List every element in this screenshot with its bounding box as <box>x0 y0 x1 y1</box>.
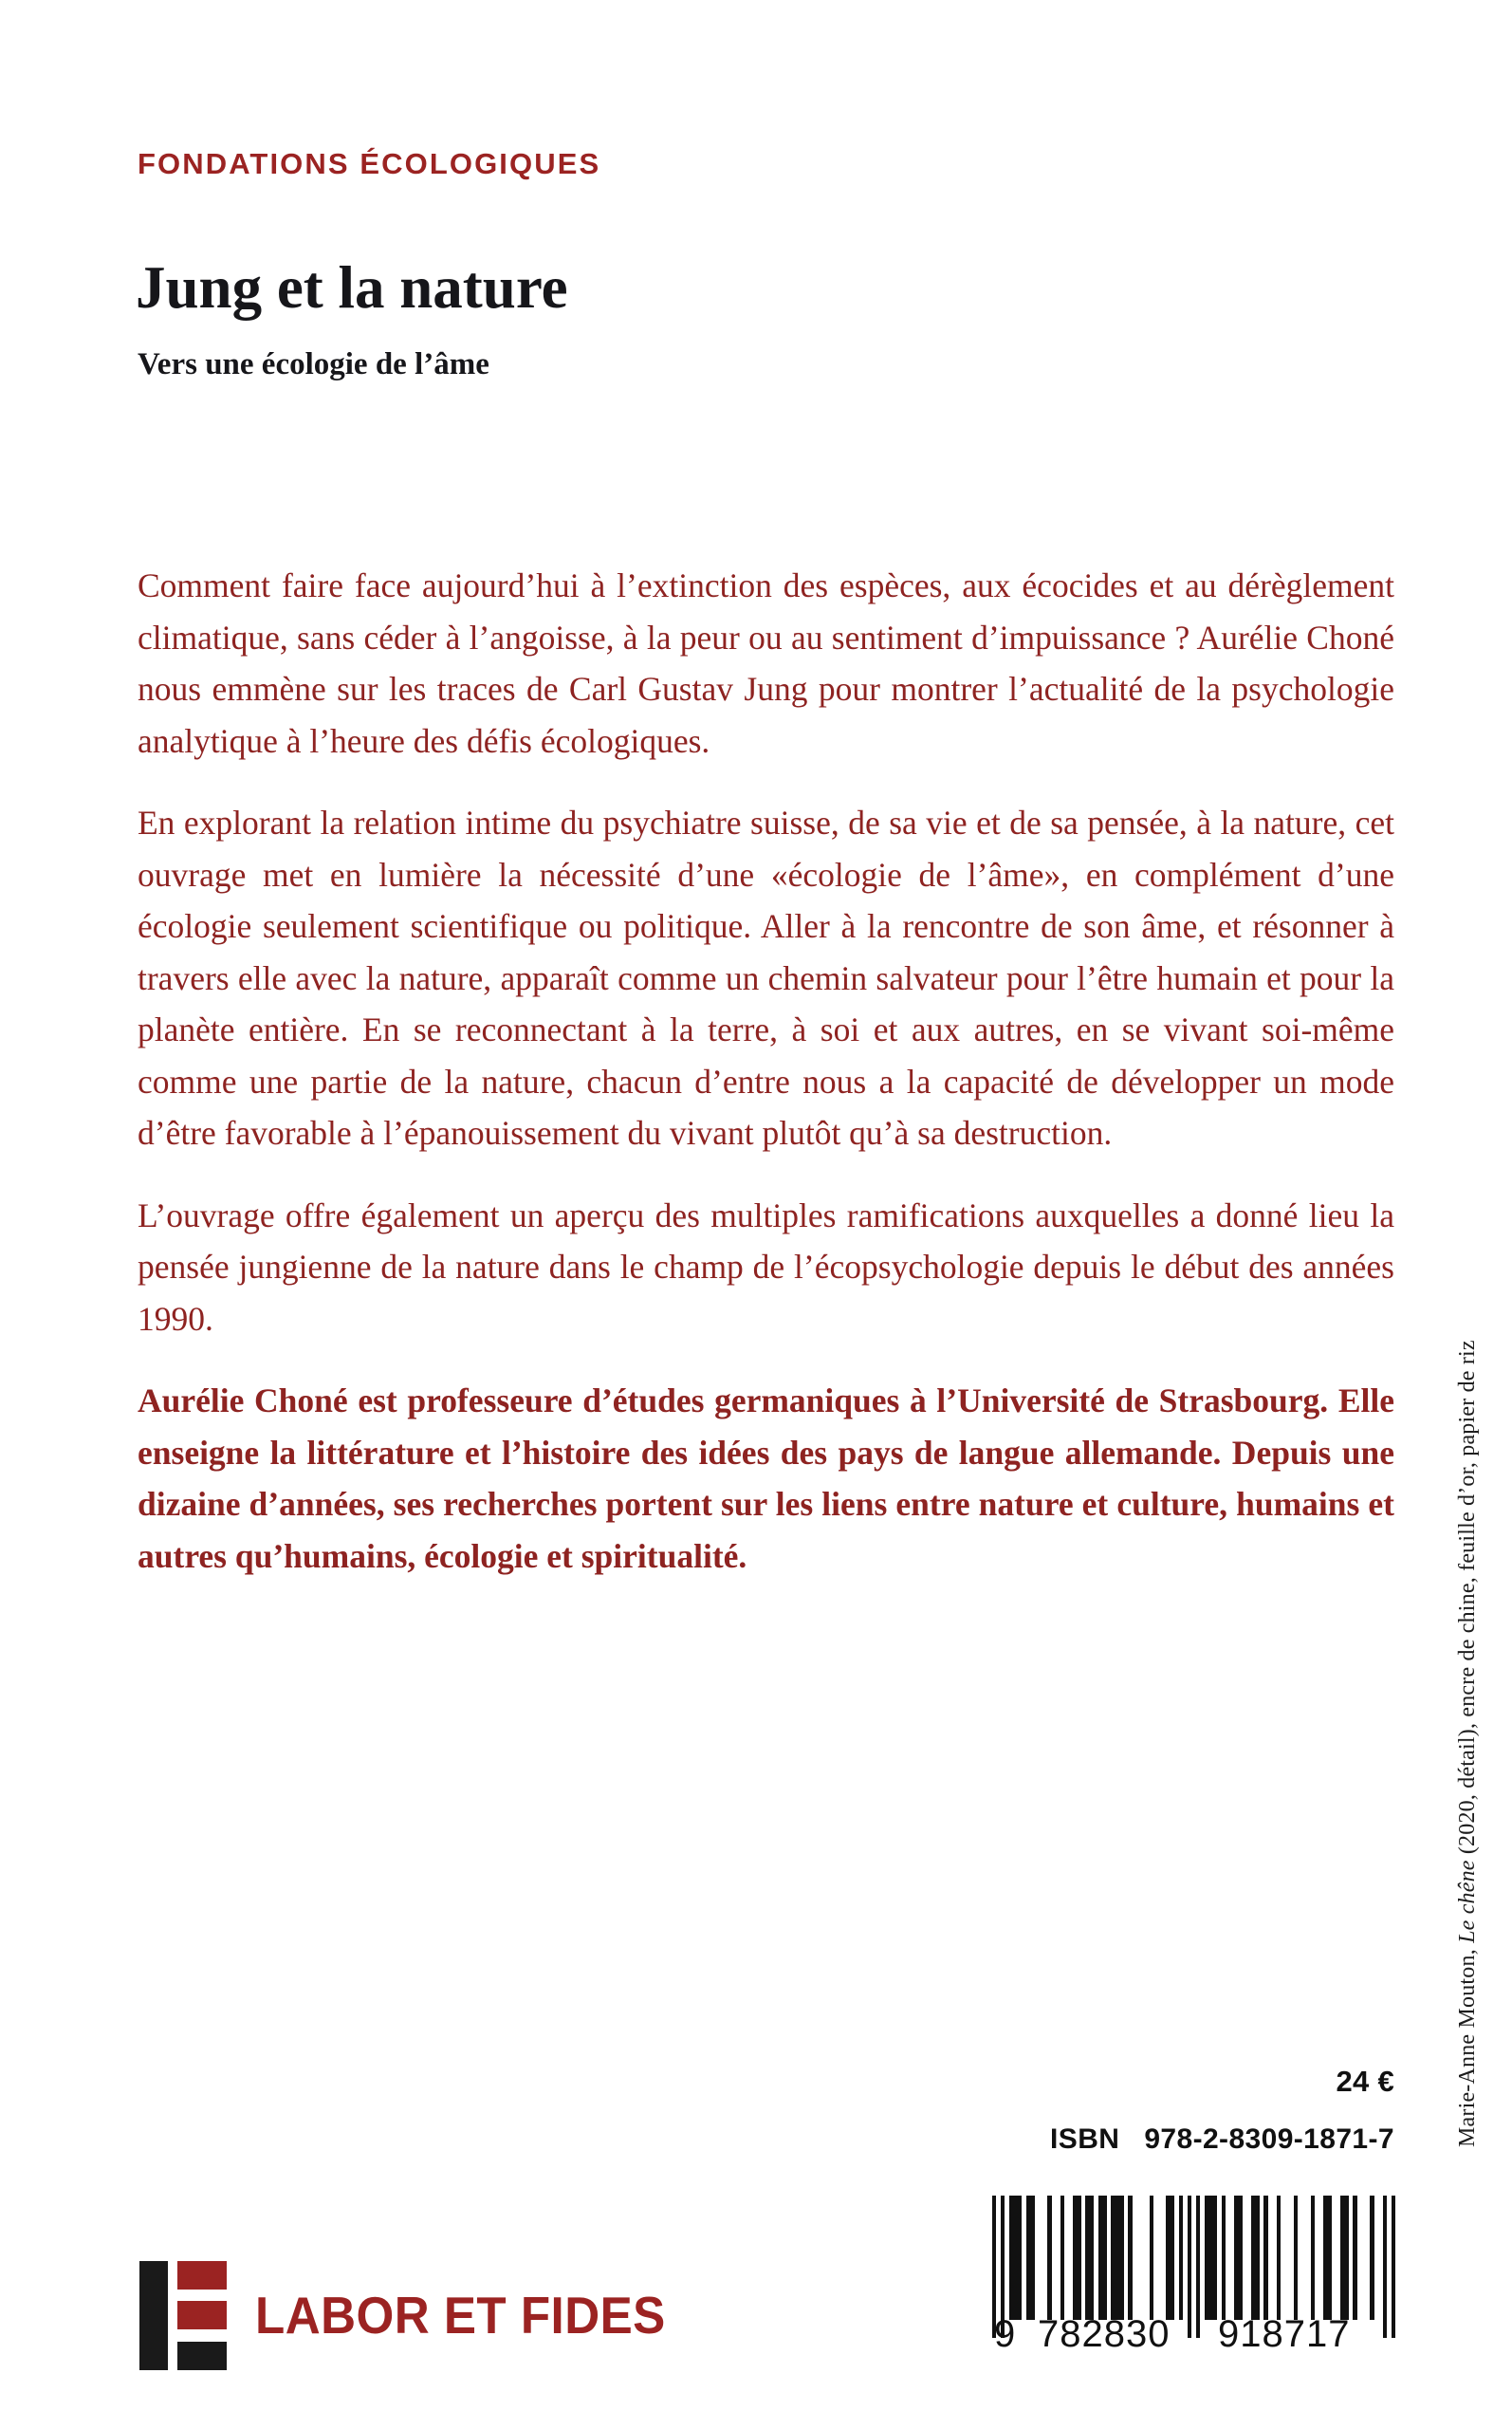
barcode-bar <box>1251 2196 1260 2320</box>
barcode-bar <box>1234 2196 1243 2320</box>
barcode-bar <box>1153 2196 1166 2320</box>
isbn-label: ISBN <box>1050 2123 1120 2155</box>
barcode-bar <box>1281 2196 1293 2320</box>
barcode-bar <box>1026 2196 1035 2320</box>
barcode-digit-group-left: 9 <box>994 2313 1017 2355</box>
barcode-bar <box>1009 2196 1022 2320</box>
logo-bar-bottom <box>177 2342 227 2370</box>
barcode-bar <box>1111 2196 1123 2320</box>
logo-vertical-bar <box>139 2261 168 2370</box>
logo-bar-middle <box>177 2301 227 2329</box>
isbn-value: 978-2-8309-1871-7 <box>1144 2123 1394 2155</box>
blurb-paragraph-3: L’ouvrage offre également un aperçu des multiples ramifications auxquelles a donné lieu la pensée jungienne de la nature dans le champ de l’écopsychologie depuis le début des années 1990. <box>138 1196 1394 1338</box>
blurb-paragraph-1: Comment faire face aujourd’hui à l’extinction des espèces, aux écocides et au dérèglement climatique, sans céder à l’angoisse, à la peur ou au sentiment d’impuissance ? Aurélie Choné nous emmène sur les traces de Carl Gustav Jung pour montrer l’actualité de la psychologie analytique à l’heure des défis écologiques. <box>138 566 1394 760</box>
cover-image-credit <box>1448 1270 1486 2147</box>
barcode-bar <box>1166 2196 1174 2320</box>
labor-et-fides-logo-icon <box>139 2261 227 2370</box>
barcode-bar <box>1205 2196 1217 2320</box>
barcode-bar <box>1374 2196 1383 2320</box>
barcode-bar <box>1052 2196 1060 2320</box>
credit-artist: Marie-Anne Mouton, <box>1455 1942 1480 2147</box>
barcode-bar <box>1298 2196 1310 2320</box>
barcode-bar <box>1243 2196 1251 2320</box>
credit-details: (2020, détail), encre de chine, feuille d’or, papier de riz <box>1455 1340 1480 1861</box>
isbn-line <box>1050 2123 1394 2156</box>
barcode-bar <box>1133 2196 1150 2320</box>
barcode-bar <box>1357 2196 1370 2320</box>
barcode-bar <box>1315 2196 1323 2320</box>
barcode-bar <box>1323 2196 1332 2320</box>
barcode-bar <box>1064 2196 1073 2320</box>
blurb-paragraph-2: En explorant la relation intime du psychiatre suisse, de sa vie et de sa pensée, à la nature, cet ouvrage met en lumière la nécessité d’une «écologie de l’âme», en complément d’une écologie seulement scientifique ou politique. Aller à la rencontre de son âme, et résonner à travers elle avec la nature, apparaît comme un chemin salvateur pour l’être humain et pour la planète entière. En se reconnectant à la terre, à soi et aux autres, en se vivant soi-même comme une partie de la nature, chacun d’entre nous a la capacité de développer un mode d’être favorable à l’épanouissement du vivant plutôt qu’à sa destruction. <box>138 804 1394 1152</box>
barcode-bar <box>1340 2196 1349 2320</box>
credit-artwork-title: Le chêne <box>1455 1860 1480 1943</box>
ean13-barcode <box>992 2196 1396 2372</box>
author-bio-paragraph: Aurélie Choné est professeure d’études germaniques à l’Université de Strasbourg. Elle enseigne la littérature et l’histoire des idées des pays de langue allemande. Depuis une dizaine d’années, ses recherches portent sur les liens entre nature et culture, humains et autres qu’humains, écologie et spiritualité. <box>138 1381 1394 1575</box>
book-subtitle: Vers une écologie de l’âme <box>138 347 489 381</box>
price-label: 24 € <box>1336 2065 1394 2098</box>
barcode-digit-group-mid: 782830 <box>1038 2313 1171 2355</box>
barcode-digits <box>992 2313 1396 2355</box>
series-collection-label: FONDATIONS ÉCOLOGIQUES <box>138 147 601 180</box>
blurb-body <box>138 560 1394 1582</box>
barcode-bar <box>1332 2196 1340 2320</box>
book-title: Jung et la nature <box>136 254 568 321</box>
barcode-bar <box>1098 2196 1107 2320</box>
publisher-logo <box>139 2257 696 2373</box>
barcode-bar <box>1226 2196 1234 2320</box>
barcode-bar <box>1073 2196 1081 2320</box>
barcode-bar <box>1268 2196 1277 2320</box>
logo-bar-top <box>177 2261 227 2290</box>
barcode-bar <box>1035 2196 1047 2320</box>
barcode-bar <box>1085 2196 1094 2320</box>
barcode-digit-group-right: 918717 <box>1218 2313 1351 2355</box>
publisher-name: LABOR ET FIDES <box>255 2286 666 2345</box>
